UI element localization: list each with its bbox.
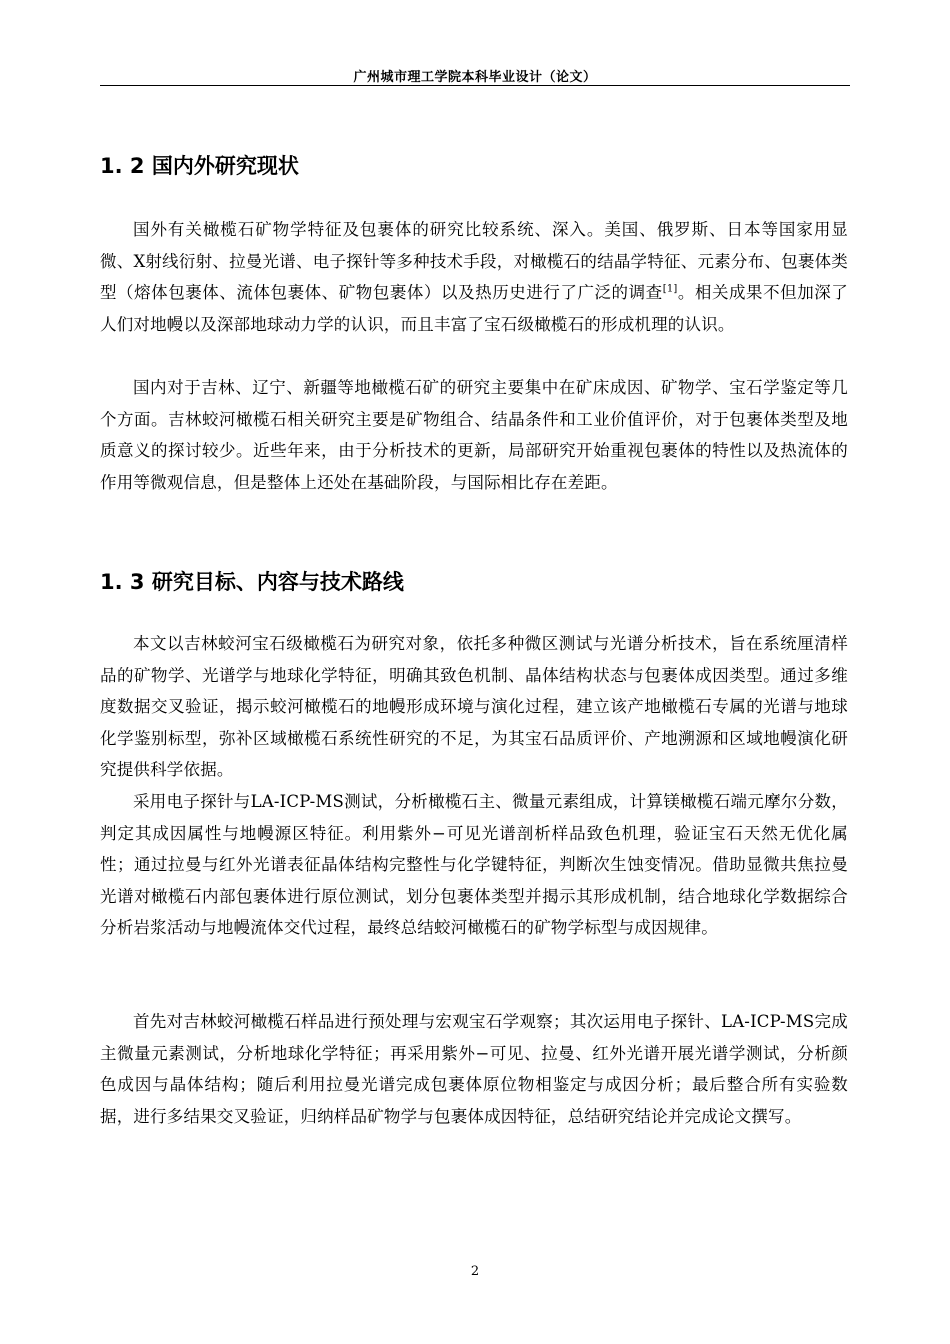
paragraph-technical-route: 首先对吉林蛟河橄榄石样品进行预处理与宏观宝石学观察；其次运用电子探针、LA-ICP-MS完成主微量元素测试，分析地球化学特征；再采用紫外−可见、拉曼、红外光谱开展光谱学测试，分析颜色成因与晶体结构；随后利用拉曼光谱完成包裹体原位物相鉴定与成因分析；最后整合所有实验数据，进行多结果交叉验证，归纳样品矿物学与包裹体成因特征，总结研究结论并完成论文撰写。 xyxy=(100,1012,848,1126)
page-header-title: 广州城市理工学院本科毕业设计（论文） xyxy=(353,70,597,85)
paragraph-research-objective: 本文以吉林蛟河宝石级橄榄石为研究对象，依托多种微区测试与光谱分析技术，旨在系统厘清样品的矿物学、光谱学与地球化学特征，明确其致色机制、晶体结构状态与包裹体成因类型。通过多维度数据交叉验证，揭示蛟河橄榄石的地幔形成环境与演化过程，建立该产地橄榄石专属的光谱与地球化学鉴别标型，弥补区域橄榄石系统性研究的不足，为其宝石品质评价、产地溯源和区域地幔演化研究提供科学依据。 xyxy=(100,634,848,779)
header-divider xyxy=(100,85,850,86)
paragraph-research-content: 采用电子探针与LA-ICP-MS测试，分析橄榄石主、微量元素组成，计算镁橄榄石端元摩尔分数，判定其成因属性与地幔源区特征。利用紫外−可见光谱剖析样品致色机理，验证宝石天然无优化属性；通过拉曼与红外光谱表征晶体结构完整性与化学键特征，判断次生蚀变情况。借助显微共焦拉曼光谱对橄榄石内部包裹体进行原位测试，划分包裹体类型并揭示其形成机制，结合地球化学数据综合分析岩浆活动与地幔流体交代过程，最终总结蛟河橄榄石的矿物学标型与成因规律。 xyxy=(100,792,848,937)
section-heading-1-3: 1. 3 研究目标、内容与技术路线 xyxy=(100,570,404,594)
paragraph-domestic-research: 国内对于吉林、辽宁、新疆等地橄榄石矿的研究主要集中在矿床成因、矿物学、宝石学鉴定等几个方面。吉林蛟河橄榄石相关研究主要是矿物组合、结晶条件和工业价值评价，对于包裹体类型及地质意义的探讨较少。近些年来，由于分析技术的更新，局部研究开始重视包裹体的特性以及热流体的作用等微观信息，但是整体上还处在基础阶段，与国际相比存在差距。 xyxy=(100,378,848,492)
page-number: 2 xyxy=(470,1264,480,1279)
paragraph-text: 。相关成果不但加深了人们对地幔以及深部地球动力学的认识，而且丰富了宝石级橄榄石的形成机理的认识。 xyxy=(100,283,849,334)
paragraph-foreign-research xyxy=(100,214,848,340)
paragraph-text: 国外有关橄榄石矿物学特征及包裹体的研究比较系统、深入。美国、俄罗斯、日本等国家用显微、X射线衍射、拉曼光谱、电子探针等多种技术手段，对橄榄石的结晶学特征、元素分布、包裹体类型（熔体包裹体、流体包裹体、矿物包裹体）以及热历史进行了广泛的调查 xyxy=(100,220,848,302)
section-heading-1-2: 1. 2 国内外研究现状 xyxy=(100,154,299,178)
citation-reference: [1] xyxy=(662,283,678,295)
